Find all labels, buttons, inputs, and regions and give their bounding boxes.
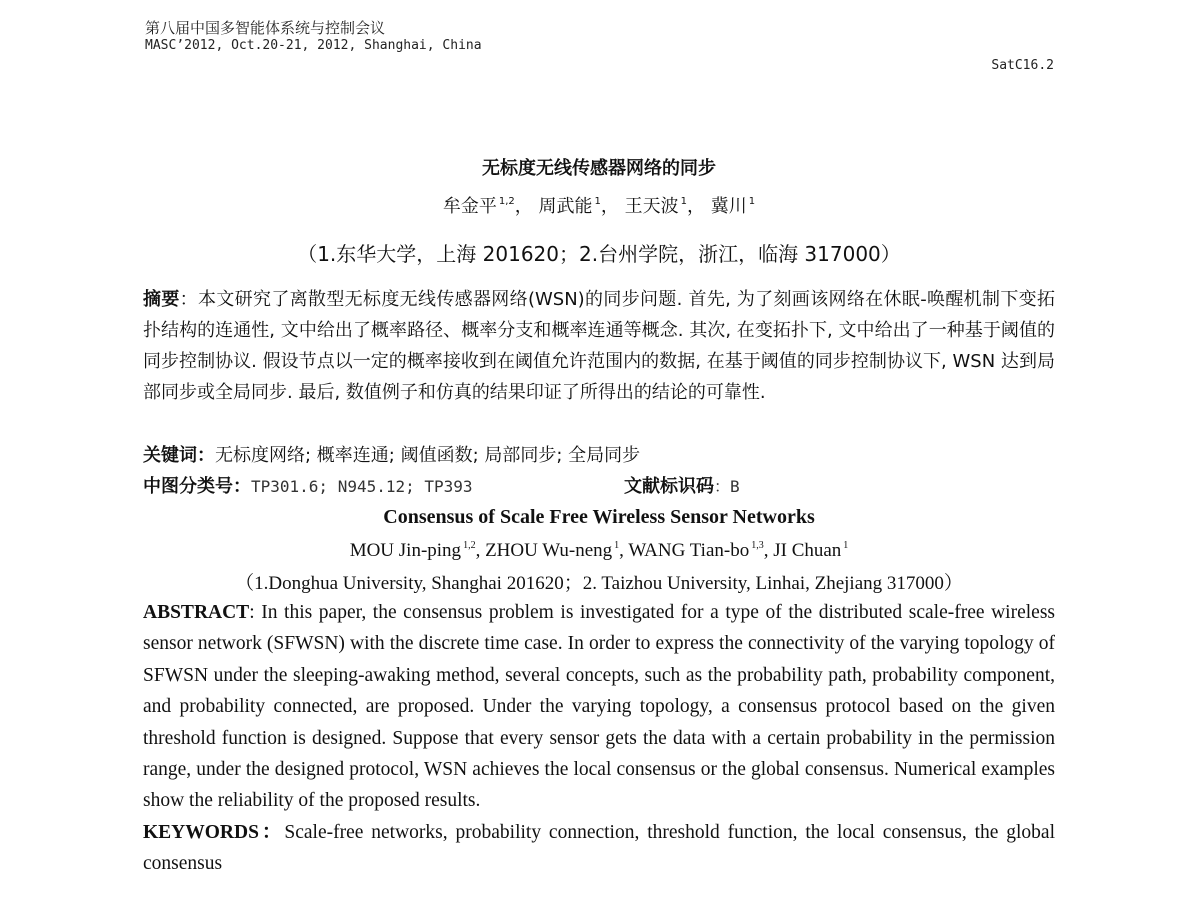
author-cn: 冀川 $^1$ — [710, 196, 756, 217]
author-cn: 周武能 $^1$， — [538, 196, 619, 217]
paper-title-cn: 无标度无线传感器网络的同步 — [482, 158, 716, 179]
keywords-cn — [143, 440, 1055, 471]
paper-title-en: Consensus of Scale Free Wireless Sensor Networks — [383, 506, 815, 528]
abstract-en-text: : In this paper, the consensus problem is investigated for a type of the distributed scale-free wireless sensor network (SFWSN) with the discrete time case. In order to express the connectivity of the varying topology of SFWSN under the sleeping-awaking method, several concepts, such as the probability path, probability component, and probability connected, are proposed. Under the varying topology, a consensus protocol based on the given threshold function is designed. Suppose that every sensor gets the data with a certain probability in the permission range, under the designed protocol, WSN achieves the local consensus or the global consensus. Numerical examples show the reliability of the proposed results. — [143, 602, 1055, 812]
classification-value: TP301.6; N945.12; TP393 — [251, 477, 473, 496]
affiliation-en: （1.Donghua University, Shanghai 201620；2. Taizhou University, Linhai, Zhejiang 317000） — [235, 573, 963, 594]
conference-title-en: MASC’2012, Oct.20-21, 2012, Shanghai, China — [145, 38, 482, 53]
abstract-cn: 摘要：本文研究了离散型无标度无线传感器网络(WSN)的同步问题. 首先, 为了刻画该网络在休眠-唤醒机制下变拓扑结构的连通性, 文中给出了概率路径、概率分支和概率连通等概念. 其次, 在变拓扑下, 文中给出了一种基于阈值的同步控制协议. 假设节点以一定的概率接收到在阈值允许范围内的数据, 在基于阈值的同步控制协议下, WSN 达到局部同步或全局同步. 最后, 数值例子和仿真的结果印证了所得出的结论的可靠性. — [143, 289, 1056, 403]
keywords-en-label: KEYWORDS： — [143, 822, 285, 843]
abstract-en-label: ABSTRACT — [143, 602, 250, 623]
author-en: WANG Tian-bo $^{1,3}$, — [628, 540, 774, 561]
keywords-cn-text: 无标度网络; 概率连通; 阈值函数; 局部同步; 全局同步 — [215, 445, 641, 466]
keywords-en-text: Scale-free networks, probability connection, threshold function, the local consensus, the global consensus — [143, 822, 1056, 875]
abstract-cn-label: 摘要 — [143, 289, 180, 310]
author-list-en — [143, 540, 1055, 562]
conference-title-cn: 第八届中国多智能体系统与控制会议 — [145, 19, 386, 37]
classification-label: 中图分类号： — [143, 476, 251, 497]
document-code-label: 文献标识码 — [624, 476, 714, 497]
keywords-en — [143, 817, 1055, 880]
document-code — [624, 471, 740, 502]
author-cn: 牟金平 $^{1,2}$， — [442, 196, 533, 217]
affiliation-cn: （1.东华大学，上海 201620；2.台州学院，浙江，临海 317000） — [297, 242, 901, 266]
abstract-cn-text: 本文研究了离散型无标度无线传感器网络(WSN)的同步问题. 首先, 为了刻画该网络在休眠-唤醒机制下变拓扑结构的连通性, 文中给出了概率路径、概率分支和概率连通等概念. 其次, 在变拓扑下, 文中给出了一种基于阈值的同步控制协议. 假设节点以一定的概率接收到在阈值允许范围内的数据, 在基于阈值的同步控制协议下, WSN 达到局部同步或全局同步. 最后, 数值例子和仿真的结果印证了所得出的结论的可靠性. — [143, 289, 1056, 403]
document-code-value: ：B — [714, 477, 740, 496]
abstract-en — [143, 597, 1055, 817]
keywords-cn-label: 关键词： — [143, 445, 215, 466]
author-cn: 王天波 $^1$， — [624, 196, 705, 217]
classification-cn — [143, 471, 1055, 502]
author-en: ZHOU Wu-neng $^1$, — [485, 540, 629, 561]
author-en: MOU Jin-ping $^{1,2}$, — [349, 540, 486, 561]
author-en: JI Chuan $^1$ — [773, 540, 849, 561]
author-list-cn — [143, 192, 1055, 218]
paper-id: SatC16.2 — [991, 58, 1054, 73]
